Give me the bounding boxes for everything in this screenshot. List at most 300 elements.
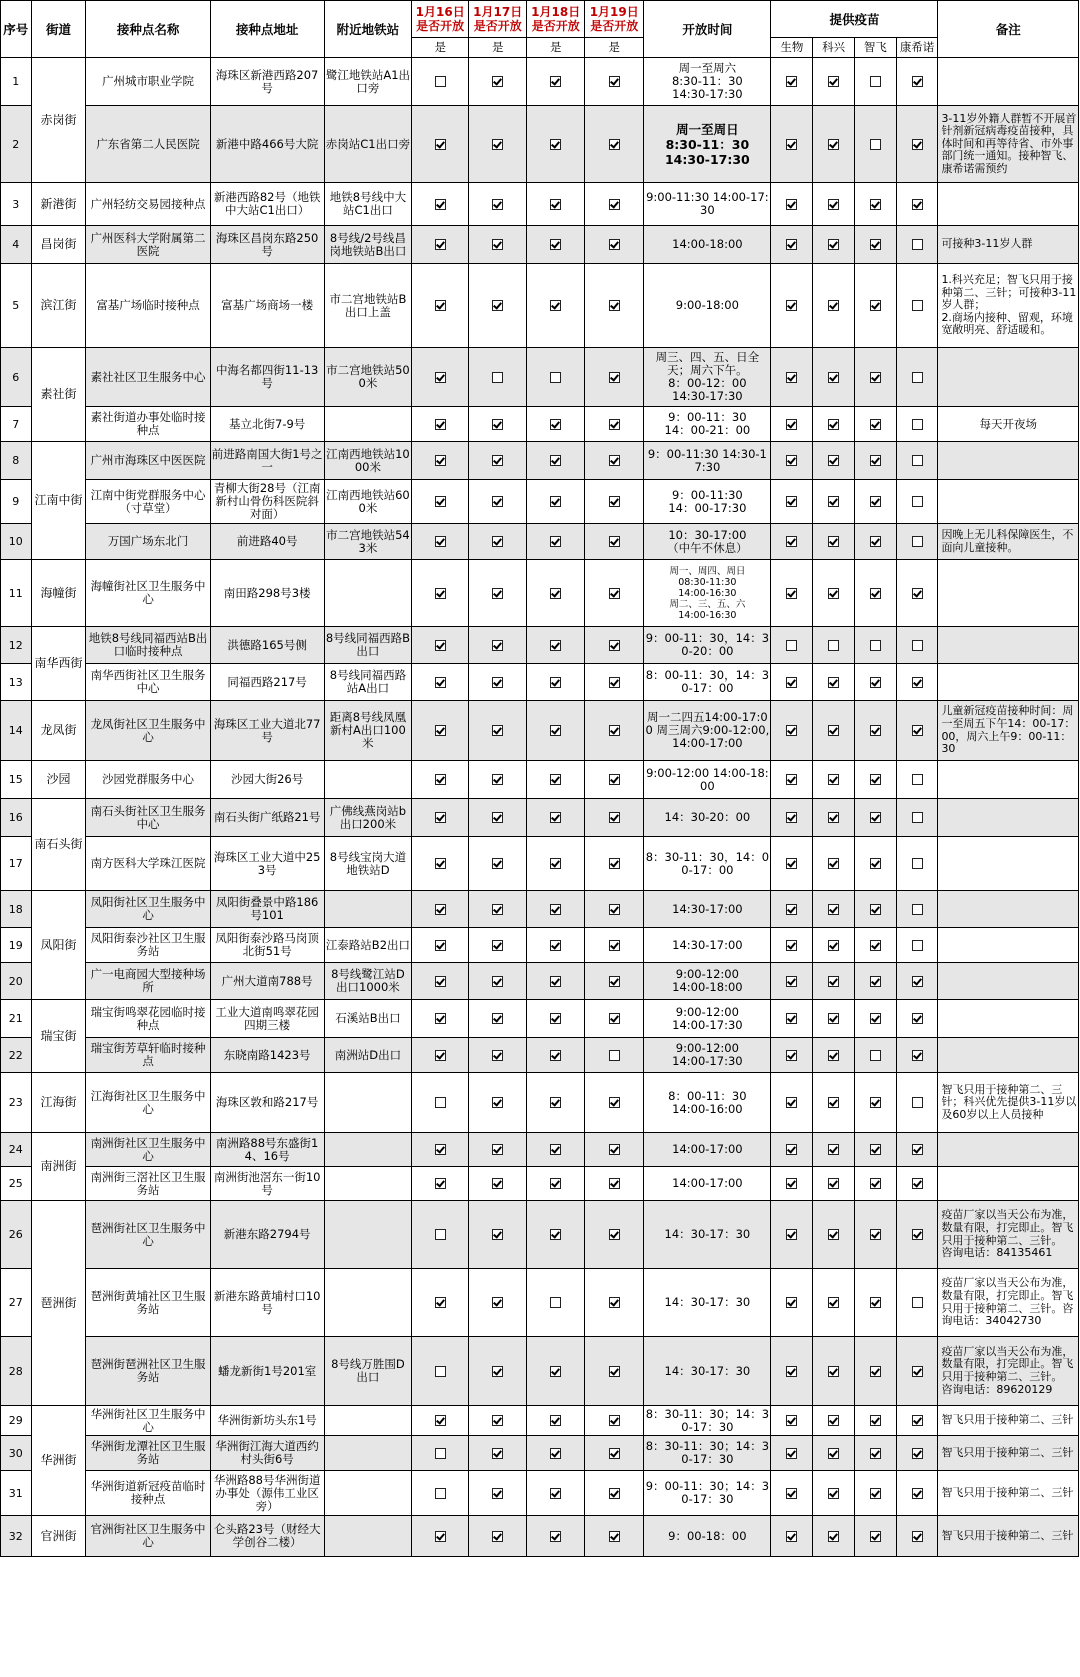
unchecked-checkbox-icon xyxy=(550,1297,561,1308)
open-day-3-cell xyxy=(527,226,585,264)
opening-hours: 14：30-17：30 xyxy=(644,1201,771,1269)
opening-hours: 10：30-17:00 （中午不休息） xyxy=(644,524,771,560)
table-row xyxy=(1,891,1079,928)
opening-hours: 周三、四、五、日全天；周六下午。 8：00-12：00 14:30-17:30 xyxy=(644,348,771,407)
checked-checkbox-icon xyxy=(912,1448,923,1459)
remark: 3-11岁外籍人群暂不开展首针剂新冠病毒疫苗接种，具体时间和再等待省、市外事部门统一通知。接种智飞、康希诺需预约 xyxy=(938,106,1079,183)
nearby-metro xyxy=(324,560,412,627)
opening-hours: 8：30-11：30；14：30-17：30 xyxy=(644,1436,771,1471)
checked-checkbox-icon xyxy=(870,1297,881,1308)
unchecked-checkbox-icon xyxy=(912,239,923,250)
remark: 儿童新冠疫苗接种时间：周一至周五下午14：00-17：00，周六上午9：00-11：30 xyxy=(938,701,1079,761)
table-row xyxy=(1,183,1079,226)
site-address: 前进路南国大街1号之一 xyxy=(210,442,324,480)
vaccine-4-cell xyxy=(896,1167,938,1201)
row-seq: 7 xyxy=(1,407,32,442)
vaccine-4-cell xyxy=(896,963,938,1000)
site-name: 广一电商园大型接种场所 xyxy=(86,963,210,1000)
table-row xyxy=(1,1167,1079,1201)
nearby-metro xyxy=(324,1167,412,1201)
site-name: 琶洲街琶洲社区卫生服务站 xyxy=(86,1337,210,1406)
checked-checkbox-icon xyxy=(492,1178,503,1189)
open-day-2-cell xyxy=(469,264,527,348)
site-address: 新港东路黄埔村口10号 xyxy=(210,1269,324,1337)
remark xyxy=(938,891,1079,928)
site-address: 新港东路2794号 xyxy=(210,1201,324,1269)
site-name: 凤阳街社区卫生服务中心 xyxy=(86,891,210,928)
checked-checkbox-icon xyxy=(609,904,620,915)
opening-hours: 8：00-11：30，14：30-17：00 xyxy=(644,664,771,701)
row-seq: 23 xyxy=(1,1073,32,1133)
vaccine-4-cell xyxy=(896,1133,938,1167)
checked-checkbox-icon xyxy=(435,1531,446,1542)
checked-checkbox-icon xyxy=(550,239,561,250)
vaccine-1-cell xyxy=(771,1337,813,1406)
nearby-metro: 江泰路站B2出口 xyxy=(324,928,412,963)
checked-checkbox-icon xyxy=(435,588,446,599)
remark xyxy=(938,761,1079,799)
site-name: 南洲街社区卫生服务中心 xyxy=(86,1133,210,1167)
row-seq: 17 xyxy=(1,837,32,891)
open-day-4-cell xyxy=(585,1269,644,1337)
checked-checkbox-icon xyxy=(912,76,923,87)
checked-checkbox-icon xyxy=(435,1178,446,1189)
vaccine-2-cell xyxy=(813,1000,855,1038)
opening-hours: 14:00-18:00 xyxy=(644,226,771,264)
checked-checkbox-icon xyxy=(492,858,503,869)
row-seq: 5 xyxy=(1,264,32,348)
table-row xyxy=(1,627,1079,664)
checked-checkbox-icon xyxy=(435,725,446,736)
open-day-4-cell xyxy=(585,1000,644,1038)
site-address: 洪德路165号侧 xyxy=(210,627,324,664)
checked-checkbox-icon xyxy=(435,372,446,383)
site-name: 龙凤街社区卫生服务中心 xyxy=(86,701,210,761)
open-day-3-cell xyxy=(527,524,585,560)
unchecked-checkbox-icon xyxy=(435,1488,446,1499)
site-address: 凤阳街泰沙路马岗顶北街51号 xyxy=(210,928,324,963)
open-day-1-cell xyxy=(412,837,469,891)
checked-checkbox-icon xyxy=(828,1531,839,1542)
checked-checkbox-icon xyxy=(786,1050,797,1061)
row-seq: 10 xyxy=(1,524,32,560)
table-row xyxy=(1,799,1079,837)
vaccine-2-cell xyxy=(813,1201,855,1269)
open-day-3-cell xyxy=(527,560,585,627)
vaccine-3-cell xyxy=(854,1201,896,1269)
street-name: 华洲街 xyxy=(31,1406,86,1516)
checked-checkbox-icon xyxy=(870,1013,881,1024)
open-day-1-cell xyxy=(412,348,469,407)
checked-checkbox-icon xyxy=(609,976,620,987)
open-day-2-cell xyxy=(469,627,527,664)
site-name: 南华西街社区卫生服务中心 xyxy=(86,664,210,701)
row-seq: 14 xyxy=(1,701,32,761)
open-day-1-cell xyxy=(412,407,469,442)
unchecked-checkbox-icon xyxy=(912,812,923,823)
checked-checkbox-icon xyxy=(786,1488,797,1499)
vaccine-3-cell xyxy=(854,1073,896,1133)
checked-checkbox-icon xyxy=(609,372,620,383)
remark xyxy=(938,560,1079,627)
vaccine-1-cell xyxy=(771,1269,813,1337)
checked-checkbox-icon xyxy=(870,976,881,987)
vaccine-4-cell xyxy=(896,183,938,226)
open-day-3-cell xyxy=(527,1269,585,1337)
unchecked-checkbox-icon xyxy=(550,372,561,383)
opening-hours: 9：00-11:30 14：00-17:30 xyxy=(644,480,771,524)
header-day-2: 1月17日 是否开放 xyxy=(469,1,527,38)
checked-checkbox-icon xyxy=(828,1013,839,1024)
unchecked-checkbox-icon xyxy=(435,1448,446,1459)
street-name: 江南中街 xyxy=(31,442,86,560)
table-row xyxy=(1,664,1079,701)
checked-checkbox-icon xyxy=(609,858,620,869)
row-seq: 18 xyxy=(1,891,32,928)
checked-checkbox-icon xyxy=(786,419,797,430)
remark: 1.科兴充足；智飞只用于接种第二、三针；可接种3-11岁人群； 2.商场内接种、留观，环境宽敞明亮、舒适暖和。 xyxy=(938,264,1079,348)
checked-checkbox-icon xyxy=(550,1415,561,1426)
opening-hours: 周一至周六 8:30-11：30 14:30-17:30 xyxy=(644,58,771,106)
header-day-4-yes: 是 xyxy=(585,38,644,58)
checked-checkbox-icon xyxy=(828,976,839,987)
vaccine-1-cell xyxy=(771,1201,813,1269)
checked-checkbox-icon xyxy=(609,239,620,250)
checked-checkbox-icon xyxy=(609,940,620,951)
open-day-3-cell xyxy=(527,891,585,928)
checked-checkbox-icon xyxy=(609,419,620,430)
checked-checkbox-icon xyxy=(828,1144,839,1155)
opening-hours: 9:00-18:00 xyxy=(644,264,771,348)
open-day-3-cell xyxy=(527,627,585,664)
unchecked-checkbox-icon xyxy=(435,1366,446,1377)
checked-checkbox-icon xyxy=(786,588,797,599)
vaccine-4-cell xyxy=(896,106,938,183)
opening-hours: 9:00-11:30 14:00-17:30 xyxy=(644,183,771,226)
checked-checkbox-icon xyxy=(492,640,503,651)
checked-checkbox-icon xyxy=(870,239,881,250)
vaccine-3-cell xyxy=(854,106,896,183)
vaccine-1-cell xyxy=(771,58,813,106)
table-body xyxy=(1,58,1079,1557)
open-day-4-cell xyxy=(585,348,644,407)
checked-checkbox-icon xyxy=(435,904,446,915)
opening-hours: 14:30-17:00 xyxy=(644,928,771,963)
remark xyxy=(938,963,1079,1000)
street-name: 滨江街 xyxy=(31,264,86,348)
open-day-4-cell xyxy=(585,1406,644,1436)
site-name: 华洲街社区卫生服务中心 xyxy=(86,1406,210,1436)
street-name: 新港街 xyxy=(31,183,86,226)
vaccine-1-cell xyxy=(771,799,813,837)
checked-checkbox-icon xyxy=(550,1229,561,1240)
open-day-1-cell xyxy=(412,58,469,106)
checked-checkbox-icon xyxy=(492,812,503,823)
table-row xyxy=(1,106,1079,183)
vaccine-2-cell xyxy=(813,480,855,524)
street-name: 江海街 xyxy=(31,1073,86,1133)
checked-checkbox-icon xyxy=(828,419,839,430)
nearby-metro xyxy=(324,1406,412,1436)
site-address: 海珠区工业大道北77号 xyxy=(210,701,324,761)
vaccine-2-cell xyxy=(813,1073,855,1133)
checked-checkbox-icon xyxy=(435,976,446,987)
vaccine-2-cell xyxy=(813,1471,855,1516)
checked-checkbox-icon xyxy=(828,496,839,507)
vaccine-2-cell xyxy=(813,1406,855,1436)
checked-checkbox-icon xyxy=(828,300,839,311)
vaccine-2-cell xyxy=(813,963,855,1000)
row-seq: 8 xyxy=(1,442,32,480)
checked-checkbox-icon xyxy=(609,139,620,150)
vaccine-4-cell xyxy=(896,1516,938,1557)
site-address: 海珠区新港西路207号 xyxy=(210,58,324,106)
site-name: 广州医科大学附属第二医院 xyxy=(86,226,210,264)
row-seq: 29 xyxy=(1,1406,32,1436)
remark xyxy=(938,837,1079,891)
checked-checkbox-icon xyxy=(492,1297,503,1308)
checked-checkbox-icon xyxy=(435,812,446,823)
nearby-metro xyxy=(324,407,412,442)
checked-checkbox-icon xyxy=(492,940,503,951)
unchecked-checkbox-icon xyxy=(912,300,923,311)
header-vaccines: 提供疫苗 xyxy=(771,1,938,38)
checked-checkbox-icon xyxy=(870,588,881,599)
unchecked-checkbox-icon xyxy=(912,640,923,651)
vaccine-3-cell xyxy=(854,963,896,1000)
row-seq: 12 xyxy=(1,627,32,664)
nearby-metro: 鹭江地铁站A1出口旁 xyxy=(324,58,412,106)
header-remark: 备注 xyxy=(938,1,1079,58)
site-address: 新港西路82号（地铁中大站C1出口） xyxy=(210,183,324,226)
table-row xyxy=(1,560,1079,627)
site-name: 瑞宝街芳草轩临时接种点 xyxy=(86,1038,210,1073)
unchecked-checkbox-icon xyxy=(912,372,923,383)
open-day-2-cell xyxy=(469,1337,527,1406)
opening-hours: 14：30-17：30 xyxy=(644,1337,771,1406)
open-day-4-cell xyxy=(585,627,644,664)
table-row xyxy=(1,1516,1079,1557)
checked-checkbox-icon xyxy=(492,1229,503,1240)
open-day-4-cell xyxy=(585,226,644,264)
row-seq: 11 xyxy=(1,560,32,627)
vaccine-1-cell xyxy=(771,891,813,928)
vaccine-4-cell xyxy=(896,560,938,627)
checked-checkbox-icon xyxy=(435,419,446,430)
street-name: 赤岗街 xyxy=(31,58,86,183)
header-day-2-yes: 是 xyxy=(469,38,527,58)
street-name: 凤阳街 xyxy=(31,891,86,1000)
street-name: 琶洲街 xyxy=(31,1201,86,1406)
opening-hours: 9:00-12:00 14:00-17:30 xyxy=(644,1000,771,1038)
checked-checkbox-icon xyxy=(609,1488,620,1499)
checked-checkbox-icon xyxy=(786,1448,797,1459)
checked-checkbox-icon xyxy=(870,1097,881,1108)
row-seq: 22 xyxy=(1,1038,32,1073)
table-row xyxy=(1,963,1079,1000)
open-day-1-cell xyxy=(412,442,469,480)
checked-checkbox-icon xyxy=(786,774,797,785)
checked-checkbox-icon xyxy=(609,1178,620,1189)
checked-checkbox-icon xyxy=(870,455,881,466)
checked-checkbox-icon xyxy=(828,1229,839,1240)
checked-checkbox-icon xyxy=(828,1050,839,1061)
table-row xyxy=(1,1000,1079,1038)
open-day-2-cell xyxy=(469,928,527,963)
open-day-3-cell xyxy=(527,1038,585,1073)
unchecked-checkbox-icon xyxy=(435,76,446,87)
vaccine-3-cell xyxy=(854,837,896,891)
checked-checkbox-icon xyxy=(550,1531,561,1542)
site-address: 同福西路217号 xyxy=(210,664,324,701)
vaccine-1-cell xyxy=(771,480,813,524)
open-day-4-cell xyxy=(585,963,644,1000)
checked-checkbox-icon xyxy=(786,976,797,987)
vaccine-3-cell xyxy=(854,1516,896,1557)
vaccine-4-cell xyxy=(896,1471,938,1516)
checked-checkbox-icon xyxy=(912,1488,923,1499)
open-day-4-cell xyxy=(585,480,644,524)
checked-checkbox-icon xyxy=(550,1144,561,1155)
checked-checkbox-icon xyxy=(492,976,503,987)
street-name: 素社街 xyxy=(31,348,86,442)
nearby-metro: 南洲站D出口 xyxy=(324,1038,412,1073)
unchecked-checkbox-icon xyxy=(828,640,839,651)
checked-checkbox-icon xyxy=(435,239,446,250)
open-day-2-cell xyxy=(469,58,527,106)
checked-checkbox-icon xyxy=(828,940,839,951)
open-day-2-cell xyxy=(469,226,527,264)
opening-hours: 9:00-12:00 14:00-18:00 xyxy=(644,963,771,1000)
checked-checkbox-icon xyxy=(435,1297,446,1308)
open-day-1-cell xyxy=(412,701,469,761)
site-name: 琶洲街社区卫生服务中心 xyxy=(86,1201,210,1269)
open-day-2-cell xyxy=(469,183,527,226)
checked-checkbox-icon xyxy=(912,1366,923,1377)
checked-checkbox-icon xyxy=(870,1144,881,1155)
open-day-4-cell xyxy=(585,1337,644,1406)
table-row xyxy=(1,407,1079,442)
open-day-4-cell xyxy=(585,761,644,799)
vaccine-3-cell xyxy=(854,627,896,664)
checked-checkbox-icon xyxy=(786,496,797,507)
open-day-4-cell xyxy=(585,407,644,442)
nearby-metro: 赤岗站C1出口旁 xyxy=(324,106,412,183)
nearby-metro: 地铁8号线中大站C1出口 xyxy=(324,183,412,226)
vaccine-2-cell xyxy=(813,560,855,627)
vaccine-1-cell xyxy=(771,1073,813,1133)
checked-checkbox-icon xyxy=(912,139,923,150)
vaccine-2-cell xyxy=(813,348,855,407)
open-day-4-cell xyxy=(585,1167,644,1201)
checked-checkbox-icon xyxy=(550,774,561,785)
site-name: 江海街社区卫生服务中心 xyxy=(86,1073,210,1133)
open-day-1-cell xyxy=(412,928,469,963)
checked-checkbox-icon xyxy=(609,812,620,823)
open-day-1-cell xyxy=(412,799,469,837)
remark xyxy=(938,799,1079,837)
open-day-2-cell xyxy=(469,1133,527,1167)
checked-checkbox-icon xyxy=(550,677,561,688)
vaccine-4-cell xyxy=(896,524,938,560)
checked-checkbox-icon xyxy=(786,372,797,383)
site-name: 凤阳街泰沙社区卫生服务站 xyxy=(86,928,210,963)
checked-checkbox-icon xyxy=(609,1013,620,1024)
checked-checkbox-icon xyxy=(609,1297,620,1308)
open-day-1-cell xyxy=(412,560,469,627)
opening-hours: 9：00-11:30 14:30-17:30 xyxy=(644,442,771,480)
checked-checkbox-icon xyxy=(786,1144,797,1155)
open-day-2-cell xyxy=(469,1406,527,1436)
open-day-4-cell xyxy=(585,58,644,106)
checked-checkbox-icon xyxy=(912,1229,923,1240)
checked-checkbox-icon xyxy=(492,1144,503,1155)
remark xyxy=(938,58,1079,106)
remark: 每天开夜场 xyxy=(938,407,1079,442)
header-name: 接种点名称 xyxy=(86,1,210,58)
open-day-2-cell xyxy=(469,1471,527,1516)
open-day-2-cell xyxy=(469,1201,527,1269)
vaccine-1-cell xyxy=(771,761,813,799)
open-day-3-cell xyxy=(527,106,585,183)
vaccine-3-cell xyxy=(854,1337,896,1406)
row-seq: 13 xyxy=(1,664,32,701)
checked-checkbox-icon xyxy=(828,1297,839,1308)
site-address: 沙园大街26号 xyxy=(210,761,324,799)
checked-checkbox-icon xyxy=(492,588,503,599)
vaccine-2-cell xyxy=(813,442,855,480)
site-address: 华洲路88号华洲街道办事处（源伟工业区旁） xyxy=(210,1471,324,1516)
open-day-4-cell xyxy=(585,664,644,701)
table-row xyxy=(1,1471,1079,1516)
checked-checkbox-icon xyxy=(550,1013,561,1024)
vaccine-3-cell xyxy=(854,664,896,701)
checked-checkbox-icon xyxy=(492,1488,503,1499)
open-day-4-cell xyxy=(585,1073,644,1133)
site-address: 中海名都四街11-13号 xyxy=(210,348,324,407)
open-day-2-cell xyxy=(469,799,527,837)
checked-checkbox-icon xyxy=(786,1366,797,1377)
checked-checkbox-icon xyxy=(786,139,797,150)
table-row xyxy=(1,58,1079,106)
unchecked-checkbox-icon xyxy=(492,372,503,383)
opening-hours: 周一二四五14:00-17:00 周三周六9:00-12:00,14:00-17:00 xyxy=(644,701,771,761)
open-day-1-cell xyxy=(412,183,469,226)
open-day-2-cell xyxy=(469,348,527,407)
opening-hours: 14:30-17:00 xyxy=(644,891,771,928)
open-day-2-cell xyxy=(469,106,527,183)
open-day-3-cell xyxy=(527,701,585,761)
checked-checkbox-icon xyxy=(609,677,620,688)
checked-checkbox-icon xyxy=(828,812,839,823)
checked-checkbox-icon xyxy=(870,1448,881,1459)
checked-checkbox-icon xyxy=(786,76,797,87)
checked-checkbox-icon xyxy=(786,858,797,869)
header-vaccine-1: 生物 xyxy=(771,38,813,58)
open-day-4-cell xyxy=(585,1038,644,1073)
site-address: 富基广场商场一楼 xyxy=(210,264,324,348)
open-day-2-cell xyxy=(469,1167,527,1201)
checked-checkbox-icon xyxy=(828,1415,839,1426)
vaccine-2-cell xyxy=(813,524,855,560)
checked-checkbox-icon xyxy=(492,1013,503,1024)
checked-checkbox-icon xyxy=(609,1229,620,1240)
checked-checkbox-icon xyxy=(828,536,839,547)
checked-checkbox-icon xyxy=(786,940,797,951)
vaccine-4-cell xyxy=(896,799,938,837)
vaccine-2-cell xyxy=(813,1133,855,1167)
vaccine-2-cell xyxy=(813,928,855,963)
